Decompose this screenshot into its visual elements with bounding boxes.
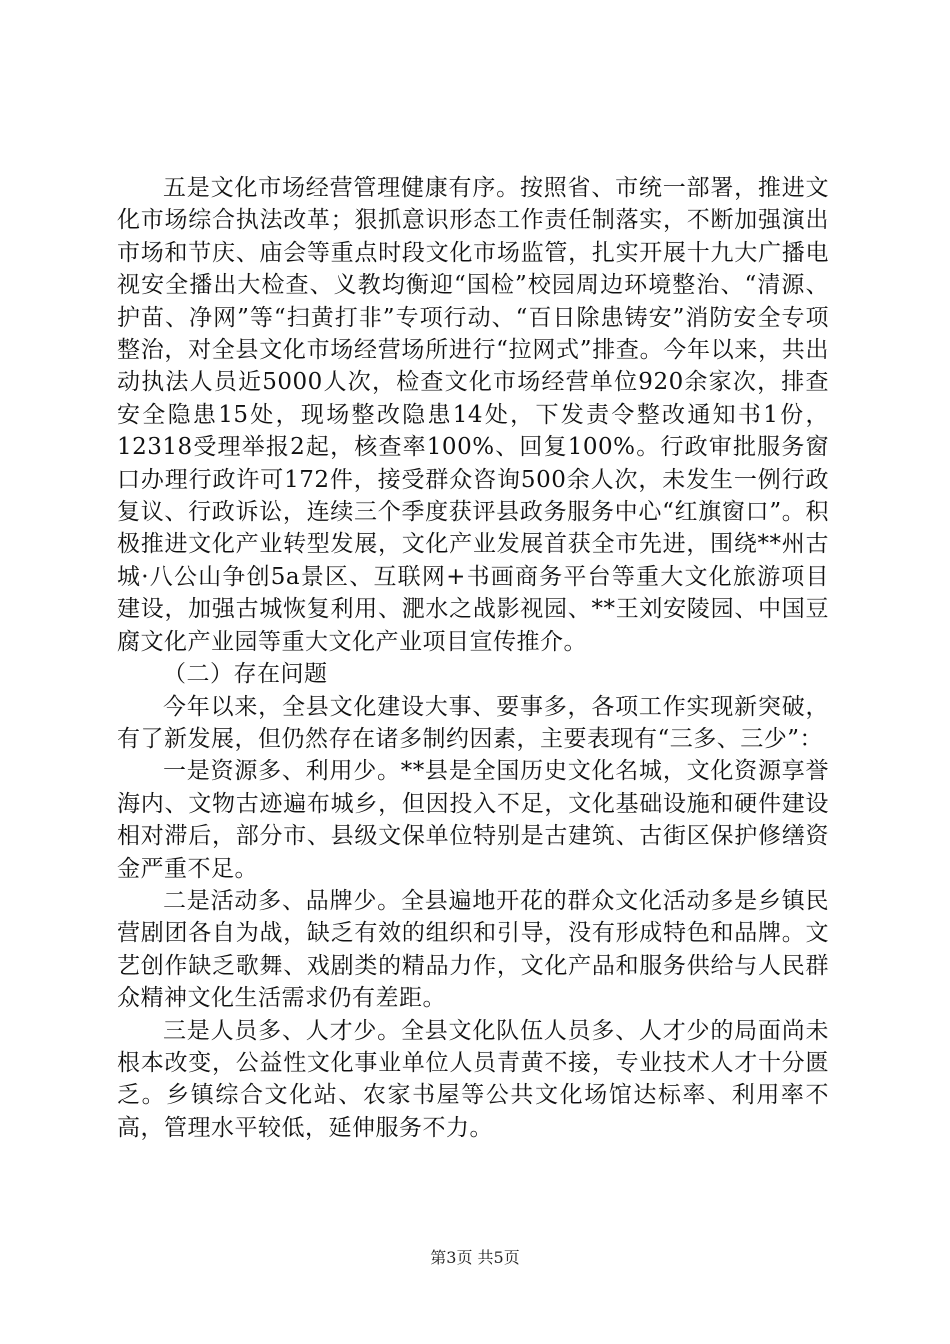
paragraph-activities: 二是活动多、品牌少。全县遍地开花的群众文化活动多是乡镇民营剧团各自为战，缺乏有效的组织和引导，没有形成特色和品牌。文艺创作缺乏歌舞、戏剧类的精品力作，文化产品和服务供给与人民群众精神文化生活需求仍有差距。	[117, 887, 829, 1012]
paragraph-resources: 一是资源多、利用少。**县是全国历史文化名城，文化资源享誉海内、文物古迹遍布城乡，但因投入不足，文化基础设施和硬件建设相对滞后，部分市、县级文保单位特别是古建筑、古街区保护修缮资金严重不足。	[117, 758, 829, 882]
paragraph-problems-intro: 今年以来，全县文化建设大事、要事多，各项工作实现新突破，有了新发展，但仍然存在诸多制约因素，主要表现有“三多、三少”：	[117, 693, 829, 752]
page-footer: 第3页 共5页	[430, 1248, 520, 1267]
paragraph-personnel: 三是人员多、人才少。全县文化队伍人员多、人才少的局面尚未根本改变，公益性文化事业单位人员青黄不接，专业技术人才十分匮乏。乡镇综合文化站、农家书屋等公共文化场馆达标率、利用率不高，管理水平较低，延伸服务不力。	[117, 1017, 829, 1141]
section-heading-problems: （二）存在问题	[163, 661, 328, 688]
document-body	[117, 172, 829, 1144]
paragraph-market-management: 五是文化市场经营管理健康有序。按照省、市统一部署，推进文化市场综合执法改革；狠抓意识形态工作责任制落实，不断加强演出市场和节庆、庙会等重点时段文化市场监管，扎实开展十九大广播电视安全播出大检查、义教均衡迎“国检”校园周边环境整治、“清源、护苗、净网”等“扫黄打非”专项行动、“百日除患铸安”消防安全专项整治，对全县文化市场经营场所进行“拉网式”排查。今年以来，共出动执法人员近5000人次，检查文化市场经营单位920余家次，排查安全隐患15处，现场整改隐患14处，下发责令整改通知书1份，12318受理举报2起，核查率100%、回复100%。行政审批服务窗口办理行政许可172件，接受群众咨询500余人次，未发生一例行政复议、行政诉讼，连续三个季度获评县政务服务中心“红旗窗口”。积极推进文化产业转型发展，文化产业发展首获全市先进，围绕**州古城·八公山争创5a景区、互联网+书画商务平台等重大文化旅游项目建设，加强古城恢复利用、淝水之战影视园、**王刘安陵园、中国豆腐文化产业园等重大文化产业项目宣传推介。	[117, 175, 829, 655]
